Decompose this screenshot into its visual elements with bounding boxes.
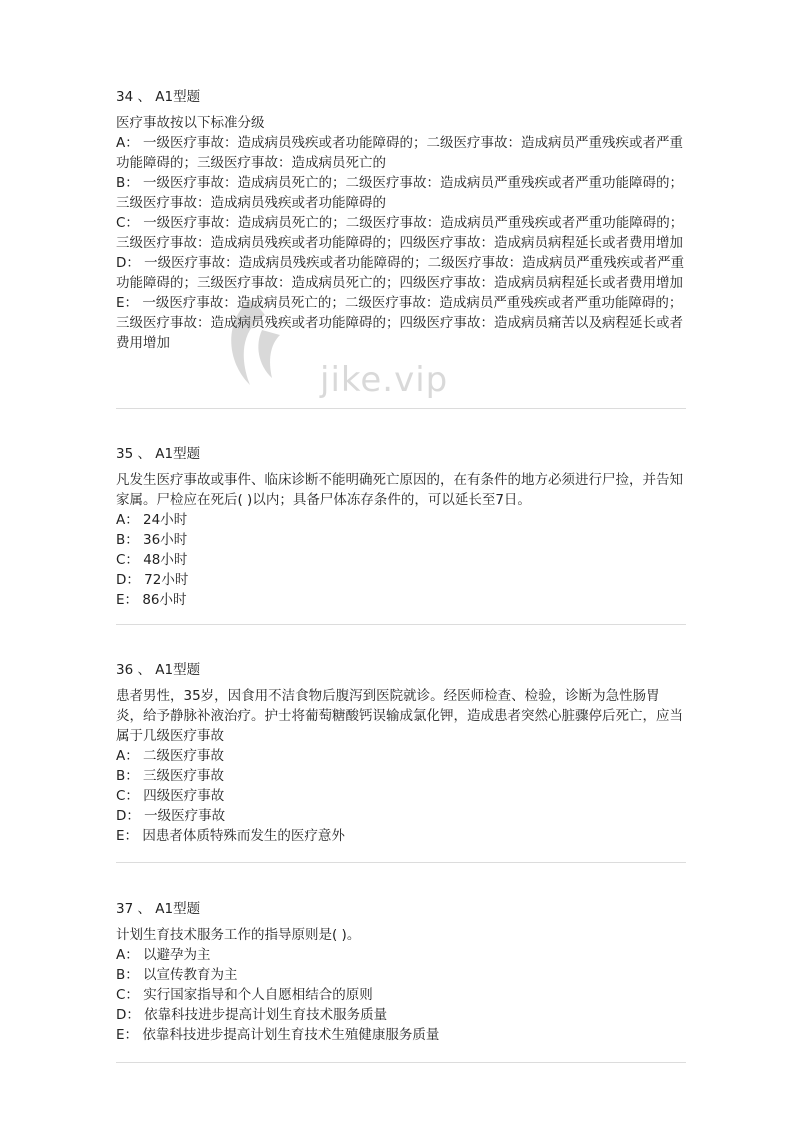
question-divider [116, 1062, 686, 1063]
option-d: D： 依靠科技进步提高计划生育技术服务质量 [116, 1007, 388, 1023]
option-b: B： 36小时 [116, 532, 188, 548]
option-a: A： 24小时 [116, 512, 188, 528]
option-d: D： 一级医疗事故：造成病员残疾或者功能障碍的；二级医疗事故：造成病员严重残疾或者严重功能障碍的；三级医疗事故：造成病员死亡的；四级医疗事故：造成病员病程延长或者费用增加 [116, 255, 685, 291]
option-e: E： 依靠科技进步提高计划生育技术生殖健康服务质量 [116, 1027, 440, 1043]
option-b: B： 三级医疗事故 [116, 768, 225, 784]
option-a: A： 一级医疗事故：造成病员残疾或者功能障碍的；二级医疗事故：造成病员严重残疾或者严重功能障碍的；三级医疗事故：造成病员死亡的 [116, 135, 684, 171]
question-stem: 患者男性，35岁，因食用不洁食物后腹泻到医院就诊。经医师检查、检验，诊断为急性肠胃炎，给予静脉补液治疗。护士将葡萄糖酸钙误输成氯化钾，造成患者突然心脏骤停后死亡，应当属于几级医疗事故 [116, 688, 683, 744]
option-e: E： 一级医疗事故：造成病员死亡的；二级医疗事故：造成病员严重残疾或者严重功能障碍的；三级医疗事故：造成病员残疾或者功能障碍的；四级医疗事故：造成病员痛苦以及病程延长或者费用增加 [116, 295, 683, 351]
option-b: B： 一级医疗事故：造成病员死亡的；二级医疗事故：造成病员严重残疾或者严重功能障碍的；三级医疗事故：造成病员残疾或者功能障碍的 [116, 175, 684, 211]
question-stem: 医疗事故按以下标准分级 [116, 115, 265, 131]
question-36 [116, 660, 686, 846]
option-a: A： 以避孕为主 [116, 947, 211, 963]
question-divider [116, 862, 686, 863]
question-divider [116, 624, 686, 625]
question-37 [116, 899, 686, 1045]
option-c: C： 四级医疗事故 [116, 788, 225, 804]
question-stem: 凡发生医疗事故或事件、临床诊断不能明确死亡原因的，在有条件的地方必须进行尸捡，并告知家属。尸检应在死后( )以内；具备尸体冻存条件的，可以延长至7日。 [116, 472, 683, 508]
option-e: E： 因患者体质特殊而发生的医疗意外 [116, 828, 345, 844]
option-c: C： 48小时 [116, 552, 188, 568]
question-35 [116, 444, 686, 610]
watermark-text: jike.vip [320, 360, 449, 400]
option-c: C： 实行国家指导和个人自愿相结合的原则 [116, 987, 373, 1003]
option-e: E： 86小时 [116, 592, 187, 608]
question-stem: 计划生育技术服务工作的指导原则是( )。 [116, 927, 361, 943]
option-b: B： 以宣传教育为主 [116, 967, 238, 983]
option-d: D： 一级医疗事故 [116, 808, 226, 824]
question-number: 37 、 A1型题 [116, 901, 201, 917]
question-number: 36 、 A1型题 [116, 662, 201, 678]
option-c: C： 一级医疗事故：造成病员死亡的；二级医疗事故：造成病员严重残疾或者严重功能障碍的；三级医疗事故：造成病员残疾或者功能障碍的；四级医疗事故：造成病员病程延长或者费用增加 [116, 215, 684, 251]
option-a: A： 二级医疗事故 [116, 748, 225, 764]
option-d: D： 72小时 [116, 572, 189, 588]
question-34 [116, 87, 686, 353]
question-divider [116, 408, 686, 409]
question-number: 34 、 A1型题 [116, 89, 201, 105]
question-number: 35 、 A1型题 [116, 446, 201, 462]
